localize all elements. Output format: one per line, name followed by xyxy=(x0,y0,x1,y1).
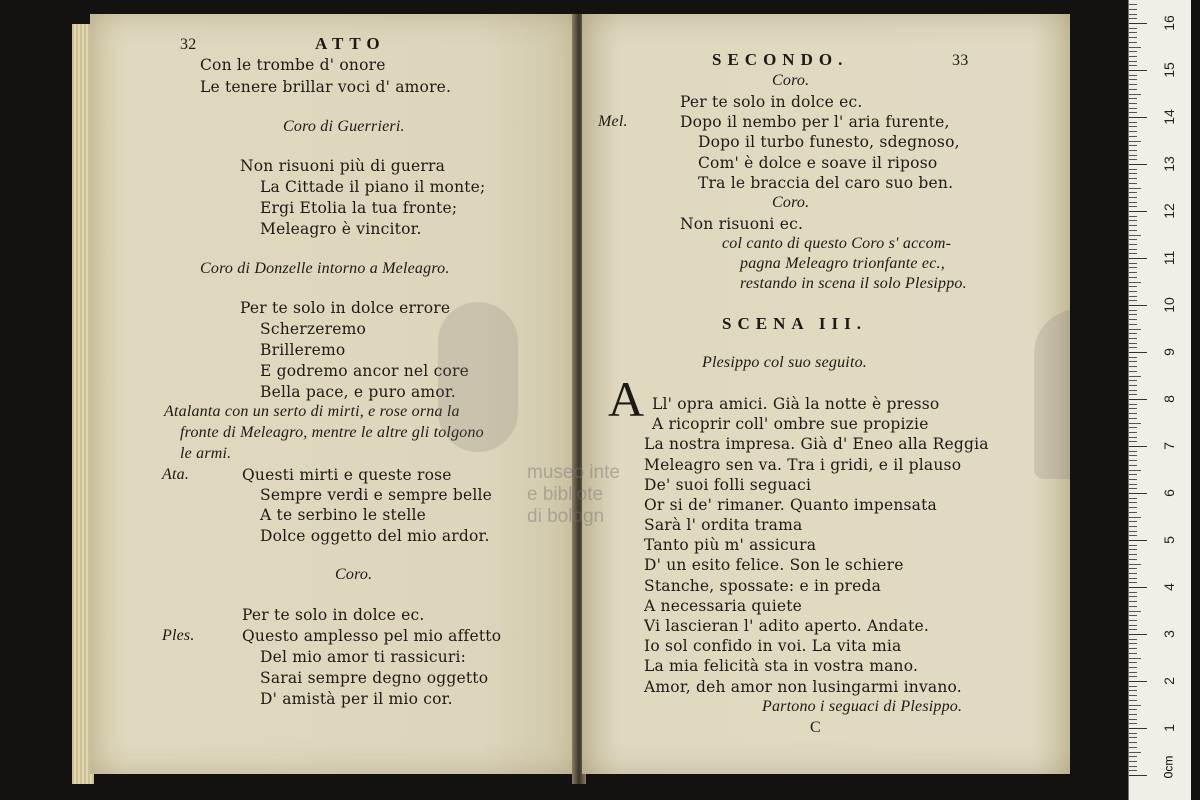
ruler-tick xyxy=(1129,28,1137,29)
left-page xyxy=(90,14,580,774)
watermark-text: e bibliote xyxy=(527,484,604,505)
ruler-tick xyxy=(1129,169,1137,170)
ruler-tick xyxy=(1129,441,1137,442)
verse-line: Vi lascieran l' adito aperto. Andate. xyxy=(644,617,930,635)
speaker-label: Ata. xyxy=(162,466,190,483)
ruler-tick xyxy=(1129,709,1137,710)
ruler-tick xyxy=(1129,643,1137,644)
ruler-tick xyxy=(1129,206,1137,207)
drop-cap: A xyxy=(608,371,645,427)
ruler-tick xyxy=(1129,667,1137,668)
ruler-tick xyxy=(1129,672,1137,673)
page-header-left: ATTO xyxy=(315,34,386,53)
verse-line: D' amistà per il mio cor. xyxy=(260,690,453,708)
ruler-tick xyxy=(1129,747,1137,748)
ruler-tick xyxy=(1129,319,1137,320)
verse-line: Meleagro sen va. Tra i gridi, e il plauso xyxy=(644,456,962,474)
ruler-tick xyxy=(1129,324,1137,325)
measurement-ruler xyxy=(1128,0,1191,800)
section-heading: Plesippo col suo seguito. xyxy=(702,354,867,371)
ruler-tick xyxy=(1129,568,1137,569)
ruler-tick xyxy=(1129,451,1137,452)
ruler-number: 4 xyxy=(1161,583,1177,591)
ruler-unit: 0cm xyxy=(1161,755,1176,779)
verse-line: Per te solo in dolce ec. xyxy=(680,93,863,111)
ruler-number: 7 xyxy=(1161,442,1177,450)
verse-line: Con le trombe d' onore xyxy=(200,56,386,74)
page-number-right: 33 xyxy=(952,52,969,69)
ruler-tick xyxy=(1129,629,1137,630)
ruler-tick xyxy=(1129,540,1147,541)
ruler-tick xyxy=(1129,347,1137,348)
ruler-tick xyxy=(1129,460,1137,461)
ruler-tick xyxy=(1129,235,1141,236)
ruler-tick xyxy=(1129,399,1147,400)
ruler-tick xyxy=(1129,202,1137,203)
ruler-number: 9 xyxy=(1161,348,1177,356)
verse-line: La Cittade il piano il monte; xyxy=(260,178,486,196)
ruler-tick xyxy=(1129,714,1137,715)
verse-line: Or si de' rimaner. Quanto impensata xyxy=(644,496,937,514)
ruler-tick xyxy=(1129,65,1137,66)
ruler-tick xyxy=(1129,112,1137,113)
verse-line: E godremo ancor nel core xyxy=(260,362,469,380)
ruler-tick xyxy=(1129,56,1137,57)
ruler-tick xyxy=(1129,587,1147,588)
speaker-label: Mel. xyxy=(598,113,628,130)
ruler-tick xyxy=(1129,258,1147,259)
ruler-tick xyxy=(1129,272,1137,273)
verse-line: Sarai sempre degno oggetto xyxy=(260,669,489,687)
ruler-tick xyxy=(1129,117,1147,118)
ruler-number: 15 xyxy=(1161,62,1177,78)
verse-line: Scherzeremo xyxy=(260,320,367,338)
ruler-tick xyxy=(1129,498,1137,499)
speaker-label: Ples. xyxy=(162,627,195,644)
verse-line: Bella pace, e puro amor. xyxy=(260,383,456,401)
verse-line: Non risuoni più di guerra xyxy=(240,157,446,175)
ruler-tick xyxy=(1129,282,1141,283)
ruler-tick xyxy=(1129,211,1147,212)
ruler-tick xyxy=(1129,197,1137,198)
ruler-tick xyxy=(1129,596,1137,597)
ruler-tick xyxy=(1129,291,1137,292)
ruler-tick xyxy=(1129,545,1137,546)
ruler-tick xyxy=(1129,437,1137,438)
ruler-tick xyxy=(1129,690,1137,691)
ruler-tick xyxy=(1129,573,1137,574)
verse-line: Amor, deh amor non lusingarmi invano. xyxy=(644,678,962,696)
ruler-tick xyxy=(1129,549,1137,550)
ruler-number: 8 xyxy=(1161,395,1177,403)
ruler-tick xyxy=(1129,47,1141,48)
ruler-tick xyxy=(1129,18,1137,19)
ruler-tick xyxy=(1129,611,1141,612)
ruler-tick xyxy=(1129,404,1137,405)
ruler-tick xyxy=(1129,371,1137,372)
ruler-tick xyxy=(1129,728,1147,729)
ruler-number: 14 xyxy=(1161,109,1177,125)
ruler-tick xyxy=(1129,249,1137,250)
ruler-tick xyxy=(1129,42,1137,43)
ruler-tick xyxy=(1129,775,1147,776)
ruler-tick xyxy=(1129,286,1137,287)
ruler-tick xyxy=(1129,432,1137,433)
verse-line: Non risuoni ec. xyxy=(680,215,804,233)
watermark-logo-right xyxy=(1034,309,1070,479)
verse-line: Dolce oggetto del mio ardor. xyxy=(260,527,490,545)
ruler-tick xyxy=(1129,423,1141,424)
ruler-tick xyxy=(1129,305,1147,306)
ruler-tick xyxy=(1129,479,1137,480)
ruler-tick xyxy=(1129,742,1137,743)
ruler-tick xyxy=(1129,465,1137,466)
watermark-text: di bologn xyxy=(527,506,605,527)
page-header-right: SECONDO. xyxy=(712,50,849,69)
verse-line: Stanche, spossate: e in preda xyxy=(644,577,882,595)
verse-line: A necessaria quiete xyxy=(644,597,803,615)
ruler-tick xyxy=(1129,150,1137,151)
ruler-tick xyxy=(1129,263,1137,264)
ruler-tick xyxy=(1129,470,1141,471)
ruler-tick xyxy=(1129,723,1137,724)
ruler-tick xyxy=(1129,188,1141,189)
ruler-tick xyxy=(1129,122,1137,123)
stage-direction: restando in scena il solo Plesippo. xyxy=(740,275,967,292)
verse-line: Dopo il turbo funesto, sdegnoso, xyxy=(698,133,960,151)
ruler-tick xyxy=(1129,662,1137,663)
section-heading: Coro. xyxy=(335,566,373,583)
ruler-tick xyxy=(1129,343,1137,344)
ruler-tick xyxy=(1129,695,1137,696)
ruler-tick xyxy=(1129,394,1137,395)
ruler-tick xyxy=(1129,155,1137,156)
ruler-tick xyxy=(1129,578,1137,579)
ruler-tick xyxy=(1129,366,1137,367)
ruler-tick xyxy=(1129,526,1137,527)
ruler-tick xyxy=(1129,615,1137,616)
ruler-tick xyxy=(1129,352,1147,353)
ruler-tick xyxy=(1129,14,1137,15)
verse-line: La mia felicità sta in vostra mano. xyxy=(644,657,919,675)
ruler-tick xyxy=(1129,79,1137,80)
ruler-tick xyxy=(1129,761,1137,762)
verse-line: De' suoi folli seguaci xyxy=(644,476,812,494)
ruler-tick xyxy=(1129,620,1137,621)
ruler-tick xyxy=(1129,676,1137,677)
ruler-tick xyxy=(1129,535,1137,536)
ruler-tick xyxy=(1129,418,1137,419)
ruler-tick xyxy=(1129,700,1137,701)
ruler-tick xyxy=(1129,601,1137,602)
ruler-tick xyxy=(1129,23,1147,24)
ruler-tick xyxy=(1129,376,1141,377)
ruler-tick xyxy=(1129,385,1137,386)
ruler-tick xyxy=(1129,32,1137,33)
verse-line: Del mio amor ti rassicuri: xyxy=(260,648,467,666)
ruler-tick xyxy=(1129,606,1137,607)
ruler-tick xyxy=(1129,98,1137,99)
ruler-tick xyxy=(1129,300,1137,301)
ruler-number: 16 xyxy=(1161,15,1177,31)
verse-line: Ergi Etolia la tua fronte; xyxy=(260,199,458,217)
ruler-tick xyxy=(1129,314,1137,315)
ruler-tick xyxy=(1129,770,1137,771)
scene-heading: SCENA III. xyxy=(722,314,868,333)
section-heading: Coro. xyxy=(772,194,810,211)
ruler-tick xyxy=(1129,159,1137,160)
ruler-tick xyxy=(1129,220,1137,221)
ruler-number: 6 xyxy=(1161,489,1177,497)
section-heading: Coro di Donzelle intorno a Meleagro. xyxy=(200,260,450,277)
verse-line: Ll' opra amici. Già la notte è presso xyxy=(652,395,940,413)
ruler-tick xyxy=(1129,37,1137,38)
verse-line: Tra le braccia del caro suo ben. xyxy=(698,174,954,192)
ruler-number: 10 xyxy=(1161,297,1177,313)
ruler-tick xyxy=(1129,108,1137,109)
ruler-tick xyxy=(1129,512,1137,513)
ruler-tick xyxy=(1129,183,1137,184)
ruler-tick xyxy=(1129,333,1137,334)
watermark-logo-left xyxy=(438,302,518,452)
verse-line: Brilleremo xyxy=(260,341,346,359)
ruler-tick xyxy=(1129,310,1137,311)
verse-line: Io sol confido in voi. La vita mia xyxy=(644,637,902,655)
signature-mark: C xyxy=(810,719,821,736)
ruler-tick xyxy=(1129,752,1141,753)
page-number-left: 32 xyxy=(180,36,197,53)
ruler-tick xyxy=(1129,145,1137,146)
ruler-tick xyxy=(1129,103,1137,104)
verse-line: A te serbino le stelle xyxy=(260,506,427,524)
ruler-tick xyxy=(1129,296,1137,297)
ruler-tick xyxy=(1129,338,1137,339)
ruler-tick xyxy=(1129,521,1137,522)
verse-line: Per te solo in dolce errore xyxy=(240,299,451,317)
ruler-tick xyxy=(1129,192,1137,193)
verse-line: Sarà l' ordita trama xyxy=(644,516,803,534)
ruler-tick xyxy=(1129,625,1137,626)
ruler-tick xyxy=(1129,653,1137,654)
ruler-tick xyxy=(1129,244,1137,245)
ruler-tick xyxy=(1129,446,1147,447)
verse-line: Tanto più m' assicura xyxy=(644,536,817,554)
ruler-tick xyxy=(1129,178,1137,179)
stage-direction: col canto di questo Coro s' accom- xyxy=(722,235,952,252)
ruler-tick xyxy=(1129,70,1147,71)
ruler-tick xyxy=(1129,239,1137,240)
ruler-tick xyxy=(1129,756,1137,757)
ruler-tick xyxy=(1129,4,1137,5)
ruler-tick xyxy=(1129,408,1137,409)
verse-line: D' un esito felice. Son le schiere xyxy=(644,556,904,574)
ruler-tick xyxy=(1129,89,1137,90)
section-heading: Coro. xyxy=(772,72,810,89)
ruler-tick xyxy=(1129,84,1137,85)
verse-line: Dopo il nembo per l' aria furente, xyxy=(680,113,950,131)
stage-direction: fronte di Meleagro, mentre le altre gli tolgono xyxy=(180,424,484,441)
ruler-tick xyxy=(1129,380,1137,381)
ruler-tick xyxy=(1129,582,1137,583)
ruler-tick xyxy=(1129,136,1137,137)
stage-direction: Atalanta con un serto di mirti, e rose orna la xyxy=(164,403,460,420)
ruler-tick xyxy=(1129,94,1141,95)
ruler-tick xyxy=(1129,141,1141,142)
ruler-tick xyxy=(1129,507,1137,508)
ruler-tick xyxy=(1129,733,1137,734)
ruler-tick xyxy=(1129,329,1141,330)
ruler-tick xyxy=(1129,126,1137,127)
ruler-tick xyxy=(1129,361,1137,362)
verse-line: Questo amplesso pel mio affetto xyxy=(242,627,502,645)
ruler-tick xyxy=(1129,592,1137,593)
ruler-tick xyxy=(1129,9,1137,10)
right-page xyxy=(582,14,1070,774)
ruler-number: 2 xyxy=(1161,677,1177,685)
ruler-tick xyxy=(1129,216,1137,217)
ruler-tick xyxy=(1129,230,1137,231)
ruler-tick xyxy=(1129,413,1137,414)
ruler-tick xyxy=(1129,474,1137,475)
ruler-tick xyxy=(1129,225,1137,226)
ruler-tick xyxy=(1129,173,1137,174)
ruler-number: 1 xyxy=(1161,724,1177,732)
ruler-tick xyxy=(1129,658,1141,659)
verse-line: Per te solo in dolce ec. xyxy=(242,606,425,624)
ruler-tick xyxy=(1129,493,1147,494)
ruler-tick xyxy=(1129,267,1137,268)
ruler-tick xyxy=(1129,639,1137,640)
ruler-tick xyxy=(1129,61,1137,62)
ruler-tick xyxy=(1129,357,1137,358)
ruler-tick xyxy=(1129,164,1147,165)
ruler-tick xyxy=(1129,488,1137,489)
verse-line: Meleagro è vincitor. xyxy=(260,220,422,238)
ruler-tick xyxy=(1129,648,1137,649)
ruler-tick xyxy=(1129,554,1137,555)
ruler-tick xyxy=(1129,502,1137,503)
section-heading: Coro di Guerrieri. xyxy=(283,118,405,135)
ruler-tick xyxy=(1129,253,1137,254)
verse-line: Questi mirti e queste rose xyxy=(242,466,452,484)
watermark-text: museo inte xyxy=(527,462,620,483)
verse-line: Le tenere brillar voci d' amore. xyxy=(200,78,452,96)
ruler-number: 3 xyxy=(1161,630,1177,638)
stage-direction: pagna Meleagro trionfante ec., xyxy=(740,255,945,272)
ruler-tick xyxy=(1129,559,1137,560)
ruler-number: 11 xyxy=(1161,250,1177,266)
ruler-tick xyxy=(1129,131,1137,132)
ruler-tick xyxy=(1129,51,1137,52)
ruler-tick xyxy=(1129,517,1141,518)
ruler-tick xyxy=(1129,564,1141,565)
ruler-tick xyxy=(1129,75,1137,76)
verse-line: Sempre verdi e sempre belle xyxy=(260,486,493,504)
stage-direction: Partono i seguaci di Plesippo. xyxy=(762,698,963,715)
ruler-number: 13 xyxy=(1161,156,1177,172)
verse-line: La nostra impresa. Già d' Eneo alla Reggia xyxy=(644,435,989,453)
ruler-number: 12 xyxy=(1161,203,1177,219)
ruler-tick xyxy=(1129,719,1137,720)
ruler-tick xyxy=(1129,737,1137,738)
ruler-tick xyxy=(1129,390,1137,391)
verse-line: A ricoprir coll' ombre sue propizie xyxy=(652,415,929,433)
ruler-tick xyxy=(1129,766,1137,767)
stage-direction: le armi. xyxy=(180,445,232,462)
ruler-tick xyxy=(1129,484,1137,485)
ruler-tick xyxy=(1129,705,1141,706)
ruler-tick xyxy=(1129,455,1137,456)
ruler-number: 5 xyxy=(1161,536,1177,544)
ruler-tick xyxy=(1129,686,1137,687)
ruler-tick xyxy=(1129,634,1147,635)
ruler-tick xyxy=(1129,681,1147,682)
ruler-tick xyxy=(1129,531,1137,532)
verse-line: Com' è dolce e soave il riposo xyxy=(698,154,938,172)
ruler-tick xyxy=(1129,427,1137,428)
book-spread xyxy=(72,14,1072,784)
ruler-tick xyxy=(1129,277,1137,278)
